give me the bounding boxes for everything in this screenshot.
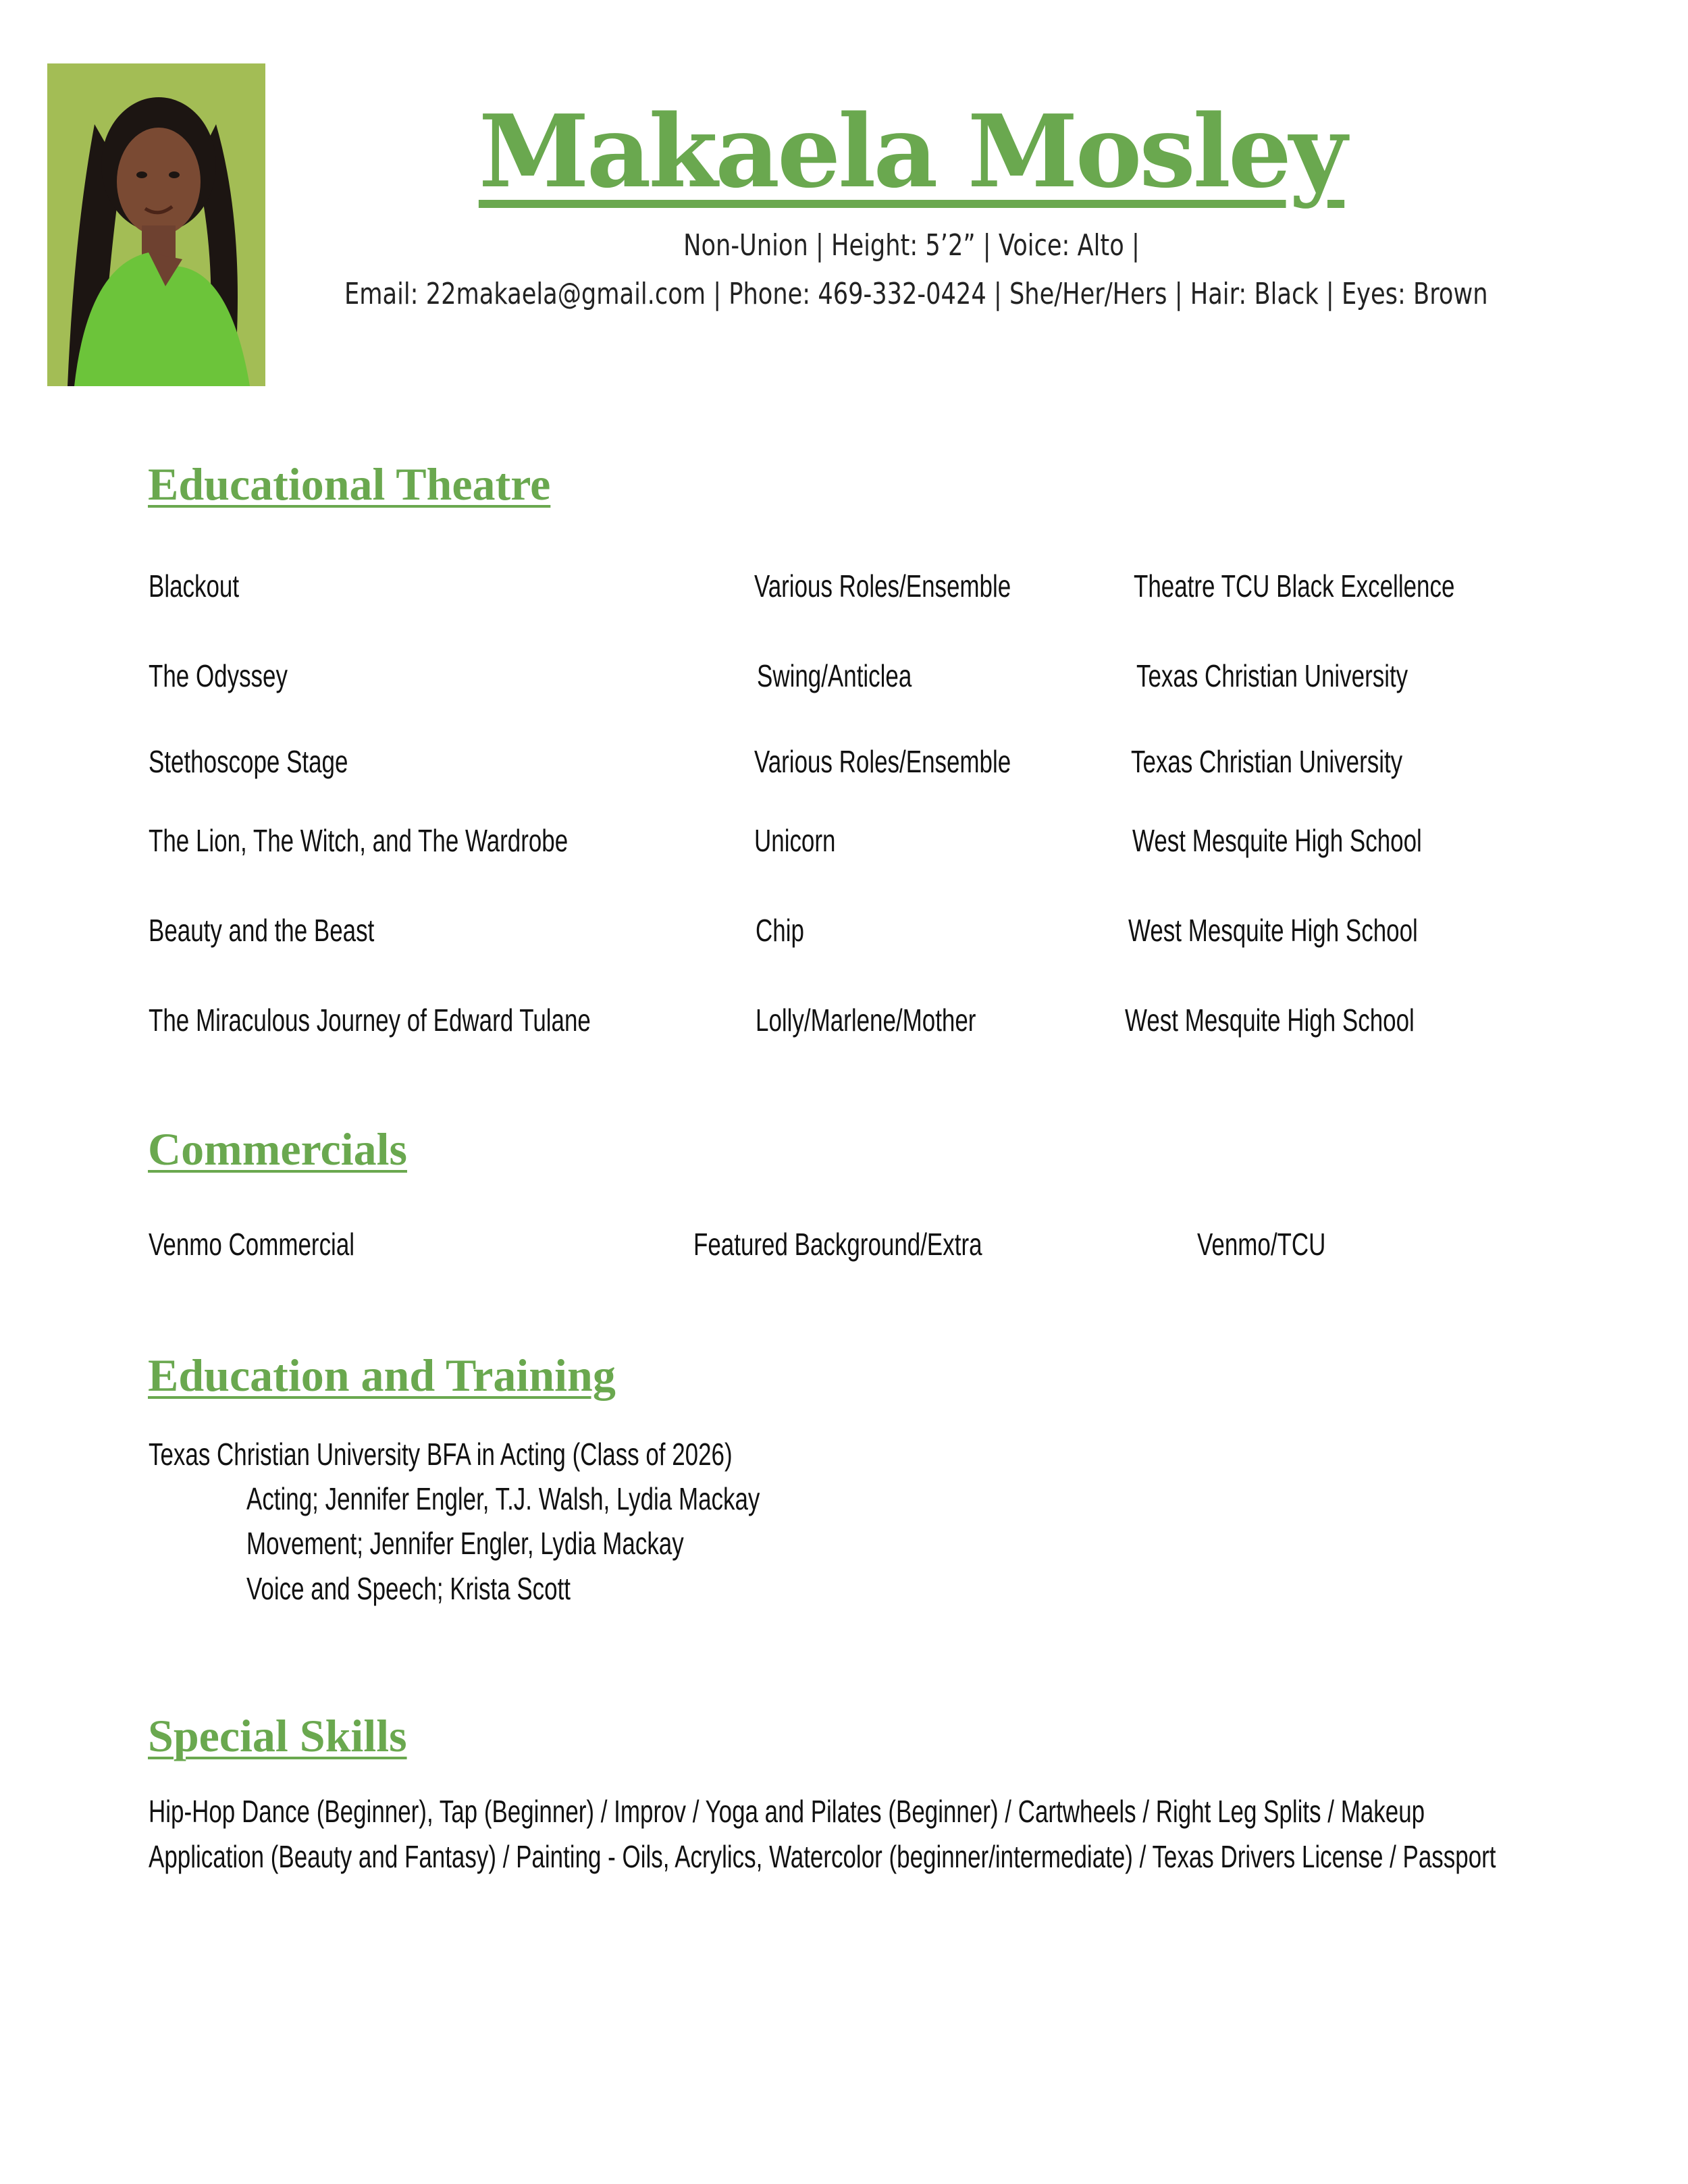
training-item: Movement; Jennifer Engler, Lydia Mackay	[246, 1526, 684, 1561]
section-title-commercials: Commercials	[148, 1123, 407, 1175]
education-school: Texas Christian University BFA in Acting (Class of 2026)	[149, 1437, 733, 1472]
company: West Mesquite High School	[1125, 1003, 1415, 1038]
role: Lolly/Marlene/Mother	[756, 1003, 976, 1038]
role: Chip	[756, 913, 804, 948]
personal-info-line: Non-Union | Height: 5’2” | Voice: Alto |	[683, 228, 1140, 263]
role: Unicorn	[754, 823, 836, 858]
role: Various Roles/Ensemble	[754, 568, 1011, 604]
section-title-education: Education and Training	[148, 1350, 616, 1401]
section-title-educational-theatre: Educational Theatre	[148, 458, 551, 510]
production-title: The Odyssey	[149, 658, 288, 693]
production-title: Beauty and the Beast	[149, 913, 375, 948]
company: West Mesquite High School	[1132, 823, 1422, 858]
headshot-photo	[47, 63, 265, 386]
production-title: Venmo Commercial	[149, 1227, 355, 1262]
resume-name: Makaela Mosley	[478, 92, 1345, 210]
company: Theatre TCU Black Excellence	[1134, 568, 1455, 604]
training-item: Acting; Jennifer Engler, T.J. Walsh, Lydia Mackay	[246, 1481, 760, 1516]
company: Texas Christian University	[1136, 658, 1408, 693]
role: Swing/Anticlea	[757, 658, 912, 693]
company: Texas Christian University	[1131, 744, 1403, 779]
role: Featured Background/Extra	[693, 1227, 982, 1262]
company: Venmo/TCU	[1197, 1227, 1326, 1262]
production-title: Blackout	[149, 568, 240, 604]
company: West Mesquite High School	[1128, 913, 1418, 948]
training-item: Voice and Speech; Krista Scott	[246, 1571, 571, 1606]
special-skills-text: Hip-Hop Dance (Beginner), Tap (Beginner) / Improv / Yoga and Pilates (Beginner) / Cartwheels / Right Leg Splits / Makeup Application (Beauty and Fantasy) / Painting - Oils, Acrylics, Watercolor (beginner/intermediate) / Texas Drivers License / Passport	[149, 1794, 1496, 1874]
role: Various Roles/Ensemble	[754, 744, 1011, 779]
production-title: The Lion, The Witch, and The Wardrobe	[149, 823, 569, 858]
contact-info-line: Email: 22makaela@gmail.com | Phone: 469-332-0424 | She/Her/Hers | Hair: Black | Eyes: Brown	[344, 277, 1488, 311]
production-title: Stethoscope Stage	[149, 744, 348, 779]
production-title: The Miraculous Journey of Edward Tulane	[149, 1003, 591, 1038]
section-title-special-skills: Special Skills	[148, 1710, 407, 1761]
